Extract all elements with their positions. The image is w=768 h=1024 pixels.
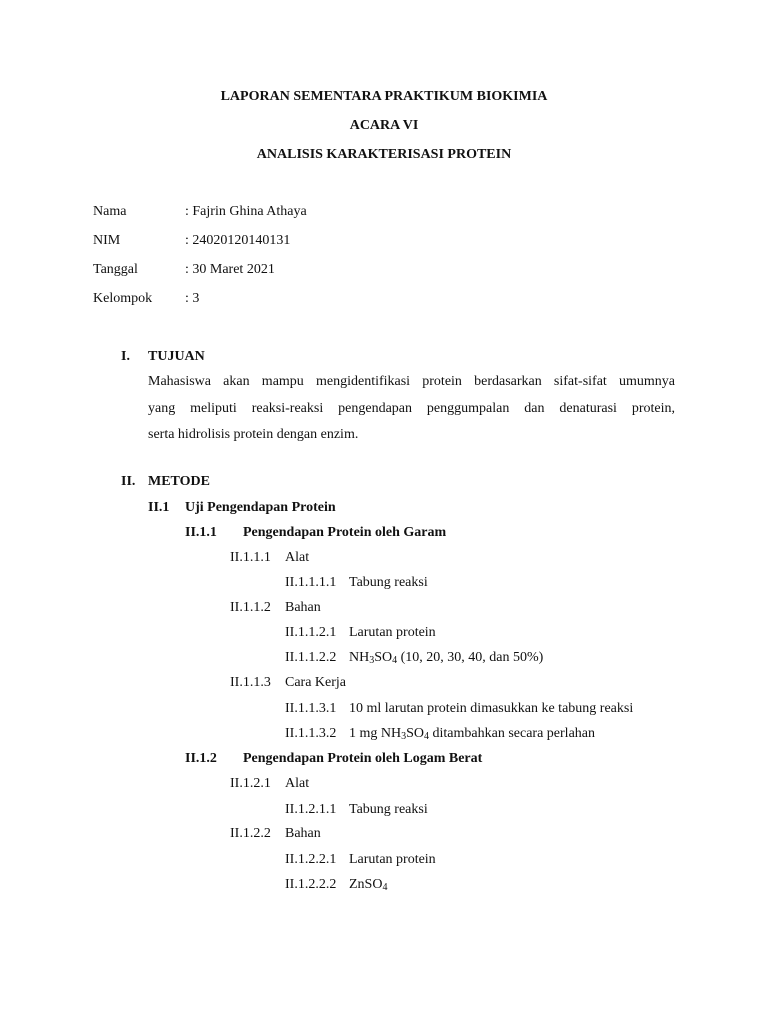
formula-part: (10, 20, 30, 40, dan 50%) [397, 650, 544, 665]
section-1-number: I. [121, 349, 130, 364]
formula-subscript: 4 [392, 655, 398, 666]
identity-value-nim: : 24020120140131 [185, 233, 291, 248]
formula-part: SO [374, 650, 393, 665]
identity-label-nama: Nama [93, 204, 127, 219]
item-text: Tabung reaksi [349, 575, 428, 590]
identity-value-nama: : Fajrin Ghina Athaya [185, 204, 307, 219]
section-2-number: II. [121, 474, 136, 489]
item-number: II.1.1.1 [230, 550, 271, 565]
formula-subscript: 4 [382, 882, 388, 893]
item-number: II.1.2.1.1 [285, 802, 337, 817]
item-text-chemical [349, 649, 543, 670]
paragraph-line: Mahasiswa akan mampu mengidentifikasi protein berdasarkan sifat-sifat umumnya [148, 374, 675, 389]
identity-label-tanggal: Tanggal [93, 262, 138, 277]
formula-part: SO [406, 726, 425, 741]
subsection-2-1-2-title: Pengendapan Protein oleh Logam Berat [243, 751, 483, 766]
item-number: II.1.1.3.1 [285, 701, 337, 716]
report-subtitle-acara: ACARA VI [349, 118, 419, 133]
formula-subscript: 3 [369, 655, 375, 666]
item-text-chemical [349, 725, 595, 746]
subsection-2-1-1-title: Pengendapan Protein oleh Garam [243, 525, 447, 540]
item-number: II.1.2.2 [230, 826, 271, 841]
item-number: II.1.1.2 [230, 600, 271, 615]
subsection-2-1-number: II.1 [148, 500, 170, 515]
formula-part: NH [349, 650, 370, 665]
item-number: II.1.2.1 [230, 776, 271, 791]
item-number: II.1.2.2.2 [285, 877, 337, 892]
formula-part: 1 mg NH [349, 726, 402, 741]
formula-part: ZnSO [349, 877, 383, 892]
identity-value-kelompok: : 3 [185, 291, 200, 306]
subsection-2-1-1-number: II.1.1 [185, 525, 217, 540]
item-text-chemical [349, 876, 387, 897]
item-number: II.1.1.3.2 [285, 726, 337, 741]
item-text: Cara Kerja [285, 675, 347, 690]
formula-subscript: 3 [401, 731, 407, 742]
section-1-title: TUJUAN [148, 349, 205, 364]
item-text: Alat [285, 550, 310, 565]
item-number: II.1.1.2.2 [285, 650, 337, 665]
section-1-paragraph [148, 369, 675, 449]
item-text: Bahan [285, 826, 321, 841]
identity-label-kelompok: Kelompok [93, 291, 153, 306]
item-number: II.1.2.2.1 [285, 852, 337, 867]
item-text: Bahan [285, 600, 321, 615]
section-2-title: METODE [148, 474, 210, 489]
item-number: II.1.1.3 [230, 675, 271, 690]
formula-subscript: 4 [424, 731, 430, 742]
subsection-2-1-title: Uji Pengendapan Protein [185, 500, 336, 515]
item-text: Tabung reaksi [349, 802, 428, 817]
item-text: Larutan protein [349, 852, 436, 867]
report-title: LAPORAN SEMENTARA PRAKTIKUM BIOKIMIA [220, 89, 548, 104]
paragraph-line: yang meliputi reaksi-reaksi pengendapan penggumpalan dan denaturasi protein, [148, 400, 675, 416]
identity-value-tanggal: : 30 Maret 2021 [185, 262, 275, 277]
item-text: 10 ml larutan protein dimasukkan ke tabung reaksi [349, 701, 634, 716]
item-number: II.1.1.1.1 [285, 575, 337, 590]
paragraph-line: serta hidrolisis protein dengan enzim. [148, 427, 359, 442]
formula-part: ditambahkan secara perlahan [429, 726, 596, 741]
identity-label-nim: NIM [93, 233, 121, 248]
report-subtitle-topic: ANALISIS KARAKTERISASI PROTEIN [256, 147, 512, 162]
item-text: Larutan protein [349, 625, 436, 640]
item-number: II.1.1.2.1 [285, 625, 337, 640]
item-text: Alat [285, 776, 310, 791]
subsection-2-1-2-number: II.1.2 [185, 751, 217, 766]
